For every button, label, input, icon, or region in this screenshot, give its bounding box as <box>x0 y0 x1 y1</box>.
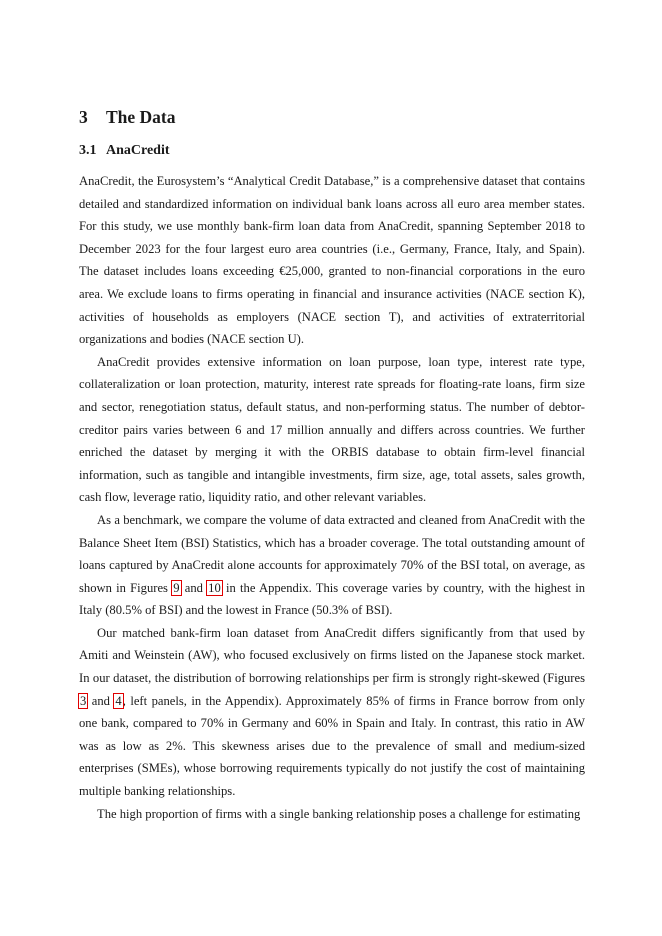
paragraph-3-text-c: in the Appendix. This coverage varies by country, with the highest in Italy (80.5% of BSI) and the lowest in France (50.3% of BSI). <box>79 580 585 618</box>
paragraph-4 <box>79 622 585 803</box>
paragraph-4-text-b: and <box>87 693 115 708</box>
paragraph-3-text-a: As a benchmark, we compare the volume of data extracted and cleaned from AnaCredit with the Balance Sheet Item (BSI) Statistics, which has a broader coverage. The total outstanding amount of loans captured by AnaCredit alone accounts for approximately 70% of the BSI total, on average, as shown in Figures <box>79 512 585 595</box>
body-text <box>79 170 585 825</box>
paragraph-4-text-a: Our matched bank-firm loan dataset from AnaCredit differs significantly from that used by Amiti and Weinstein (AW), who focused exclusively on firms listed on the Japanese stock market. In our dataset, the distribution of borrowing relationships per firm is strongly right-skewed (Figures <box>79 625 585 686</box>
subsection-number: 3.1 <box>79 143 97 158</box>
figure-ref-9-link[interactable]: 9 <box>173 580 180 595</box>
figure-ref-4-link[interactable]: 4 <box>115 693 122 708</box>
section-number: 3 <box>79 107 88 127</box>
paper-page <box>79 104 585 825</box>
paragraph-3-text-b: and <box>180 580 208 595</box>
figure-ref-10-link[interactable]: 10 <box>208 580 221 595</box>
paragraph-1: AnaCredit, the Eurosystem’s “Analytical Credit Database,” is a comprehensive dataset that contains detailed and standardized information on individual bank loans across all euro area member states. For this study, we use monthly bank-firm loan data from AnaCredit, spanning September 2018 to December 2023 for the four largest euro area countries (i.e., Germany, France, Italy, and Spain). The dataset includes loans exceeding €25,000, granted to non-financial corporations in the euro area. We exclude loans to firms operating in financial and insurance activities (NACE section K), activities of households as employers (NACE section T), and activities of extraterritorial organizations and bodies (NACE section U). <box>79 174 585 347</box>
paragraph-3 <box>79 509 585 622</box>
paragraph-2: AnaCredit provides extensive information on loan purpose, loan type, interest rate type, collateralization or loan protection, maturity, interest rate spreads for floating-rate loans, firm size and sector, renegotiation status, default status, and non-performing status. The number of debtor-creditor pairs varies between 6 and 17 million annually and differs across countries. We further enriched the dataset by merging it with the ORBIS database to obtain firm-level financial information, such as tangible and intangible investments, firm size, age, total assets, sales growth, cash flow, leverage ratio, liquidity ratio, and other relevant variables. <box>79 354 585 505</box>
figure-ref-3-link[interactable]: 3 <box>80 693 87 708</box>
subsection-title: AnaCredit <box>106 143 170 158</box>
subsection-heading <box>79 140 585 162</box>
section-heading <box>79 104 585 130</box>
paragraph-4-text-c: , left panels, in the Appendix). Approximately 85% of firms in France borrow from only one bank, compared to 70% in Germany and 60% in Spain and Italy. In contrast, this ratio in AW was as low as 2%. This skewness arises due to the prevalence of small and medium-sized enterprises (SMEs), whose borrowing requirements typically do not justify the cost of maintaining multiple banking relationships. <box>79 693 585 799</box>
section-title: The Data <box>106 107 176 127</box>
paragraph-5: The high proportion of firms with a single banking relationship poses a challenge for estimating <box>97 806 581 821</box>
